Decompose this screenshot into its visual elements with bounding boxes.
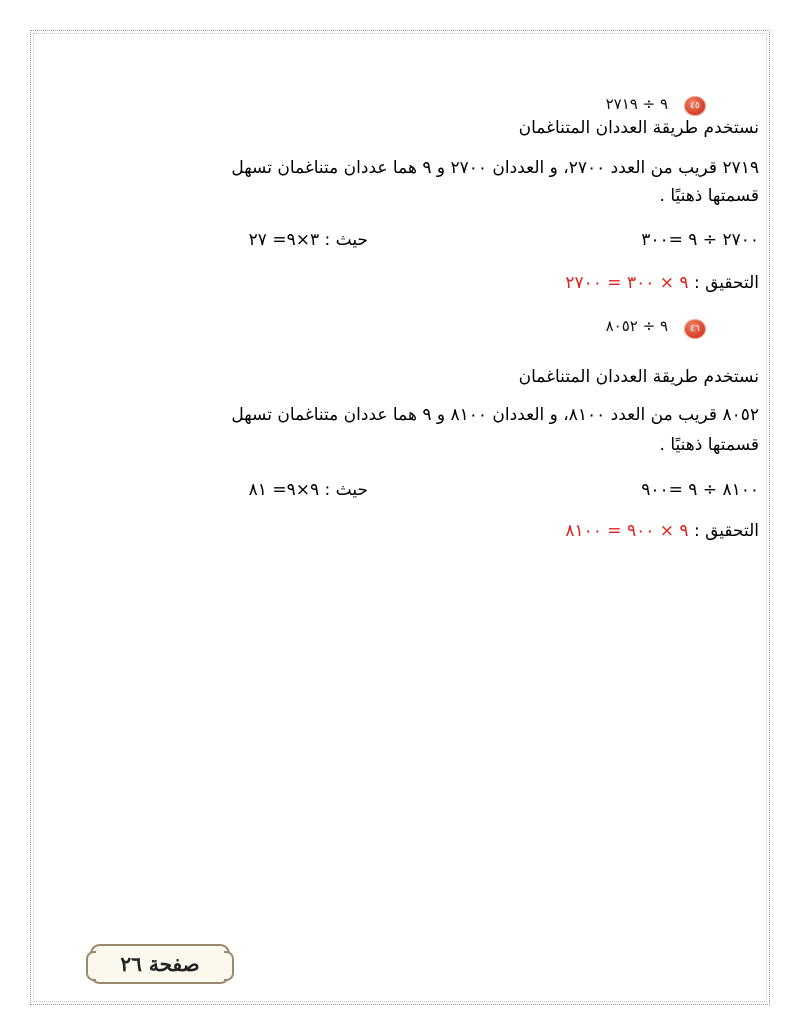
division-equation: ٨١٠٠ ÷ ٩ =٩٠٠ [641, 480, 759, 500]
method-text: نستخدم طريقة العددان المتناغمان [518, 367, 759, 387]
check-line [565, 273, 759, 293]
explanation-line: ٢٧١٩ قريب من العدد ٢٧٠٠، و العددان ٢٧٠٠ و ٩ هما عددان متناغمان تسهل [231, 158, 759, 178]
explanation-line: قسمتها ذهنيًا . [659, 435, 759, 455]
where-note: حيث : ٩×٩= ٨١ [248, 480, 368, 500]
check-line [565, 521, 759, 541]
check-label: التحقيق : [693, 521, 759, 541]
problem-expression: ٩ ÷ ٢٧١٩ [605, 95, 668, 113]
page-number-label: صفحة ٢٦ [120, 952, 200, 976]
check-value: ٩ × ٩٠٠ = ٨١٠٠ [565, 521, 689, 541]
check-value: ٩ × ٣٠٠ = ٢٧٠٠ [565, 273, 689, 293]
method-text: نستخدم طريقة العددان المتناغمان [518, 118, 759, 138]
page-number-box [90, 944, 230, 984]
explanation-line: قسمتها ذهنيًا . [659, 186, 759, 206]
division-equation: ٢٧٠٠ ÷ ٩ =٣٠٠ [641, 230, 759, 250]
problem-expression: ٩ ÷ ٨٠٥٢ [605, 317, 668, 335]
question-number-badge: ٤٥ [684, 96, 706, 116]
explanation-line: ٨٠٥٢ قريب من العدد ٨١٠٠، و العددان ٨١٠٠ و ٩ هما عددان متناغمان تسهل [231, 405, 759, 425]
where-note: حيث : ٣×٩= ٢٧ [248, 230, 368, 250]
check-label: التحقيق : [693, 273, 759, 293]
question-number-badge: ٤٦ [684, 319, 706, 339]
